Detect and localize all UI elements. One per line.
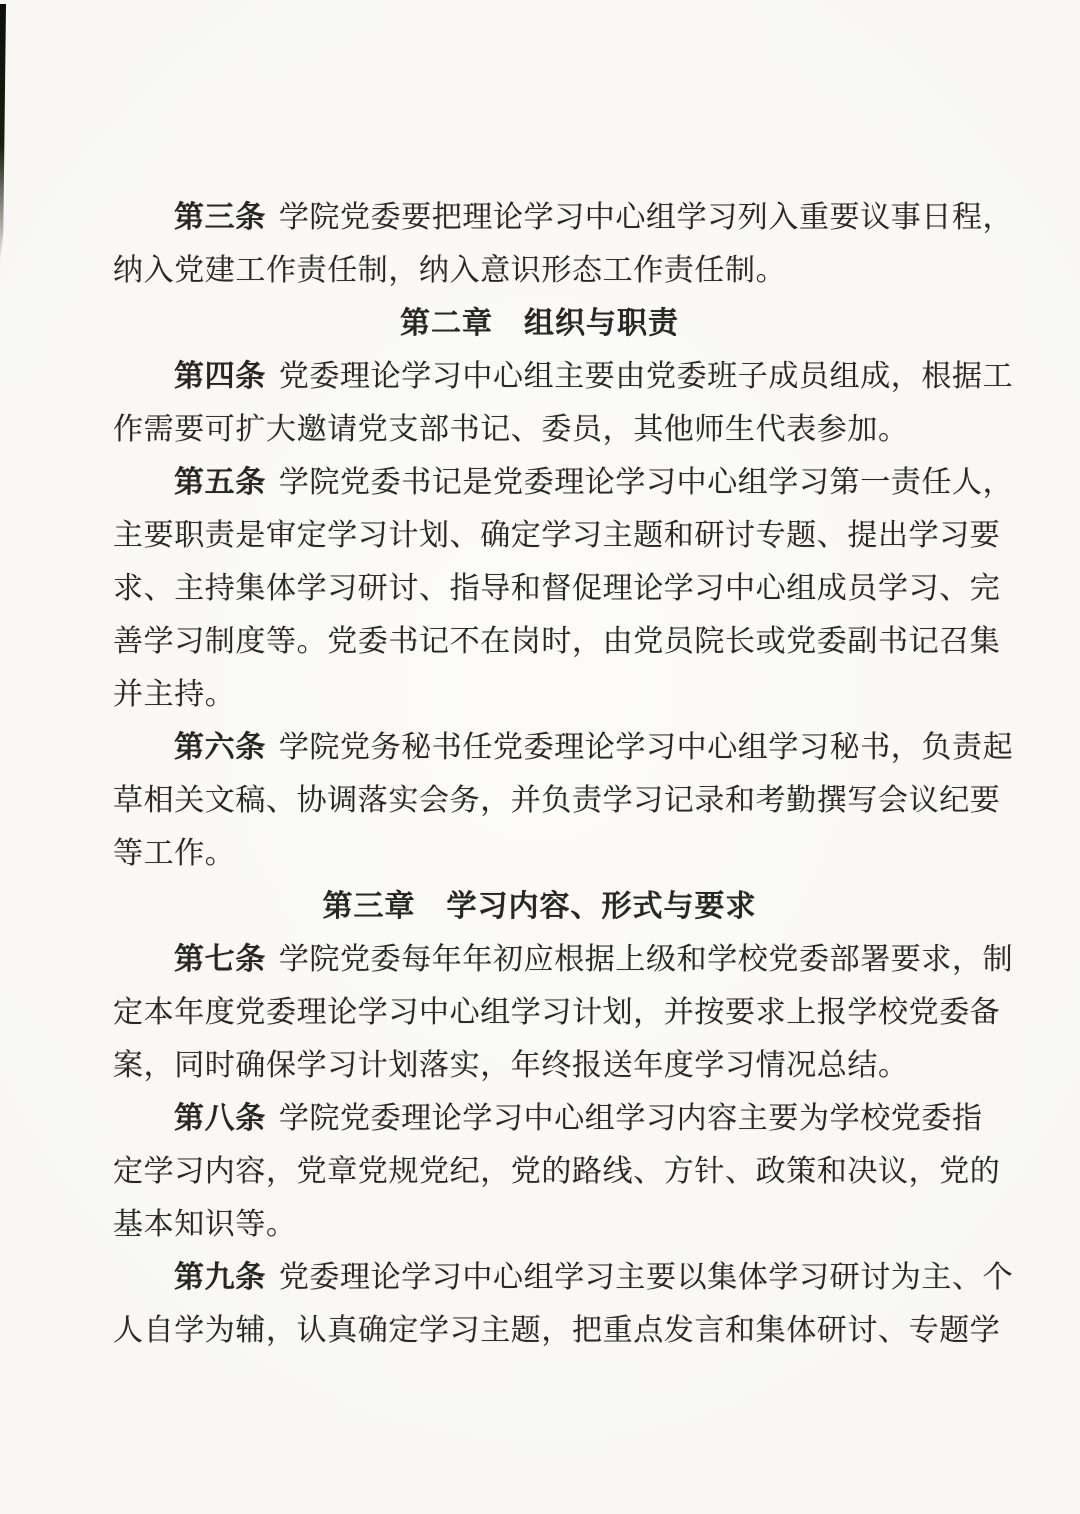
- chapter-heading: 第二章 组织与职责: [400, 307, 679, 340]
- text-line: 善学习制度等。党委书记不在岗时，由党员院长或党委副书记召集: [113, 625, 1001, 658]
- article-number: 第八条: [174, 1102, 266, 1135]
- text-line: 第七条 学院党委每年年初应根据上级和学校党委部署要求，制: [174, 943, 1014, 976]
- text-line: 主要职责是审定学习计划、确定学习主题和研讨专题、提出学习要: [113, 519, 1001, 552]
- text-line: 人自学为辅，认真确定学习主题，把重点发言和集体研讨、专题学: [113, 1314, 1001, 1347]
- text-line: 并主持。: [113, 678, 236, 711]
- text-line: 第四条 党委理论学习中心组主要由党委班子成员组成，根据工: [174, 360, 1014, 393]
- text-line: 第五条 学院党委书记是党委理论学习中心组学习第一责任人，: [174, 466, 1014, 499]
- text-line: 纳入党建工作责任制，纳入意识形态工作责任制。: [113, 254, 787, 287]
- text-line: 作需要可扩大邀请党支部书记、委员，其他师生代表参加。: [113, 413, 909, 446]
- scan-edge-artifact: [0, 4, 6, 264]
- text-line: 求、主持集体学习研讨、指导和督促理论学习中心组成员学习、完: [113, 572, 1001, 605]
- text-line: 案，同时确保学习计划落实，年终报送年度学习情况总结。: [113, 1049, 909, 1082]
- article-number: 第七条: [174, 943, 266, 976]
- article-number: 第九条: [174, 1261, 266, 1294]
- text-line: 草相关文稿、协调落实会务，并负责学习记录和考勤撰写会议纪要: [113, 784, 1001, 817]
- document-body: [113, 191, 1014, 1357]
- text-line: 等工作。: [113, 837, 236, 870]
- text-line: 定学习内容，党章党规党纪，党的路线、方针、政策和决议，党的: [113, 1155, 1001, 1188]
- article-number: 第五条: [174, 466, 266, 499]
- text-line: 第三条 学院党委要把理论学习中心组学习列入重要议事日程，: [174, 201, 1014, 234]
- text-line: 第八条 学院党委理论学习中心组学习内容主要为学校党委指: [174, 1102, 983, 1135]
- text-line: 第九条 党委理论学习中心组学习主要以集体学习研讨为主、个: [174, 1261, 1014, 1294]
- article-number: 第六条: [174, 731, 266, 764]
- text-line: 定本年度党委理论学习中心组学习计划，并按要求上报学校党委备: [113, 996, 1001, 1029]
- text-line: 基本知识等。: [113, 1208, 297, 1241]
- chapter-heading: 第三章 学习内容、形式与要求: [322, 890, 757, 923]
- article-number: 第四条: [174, 360, 266, 393]
- text-line: 第六条 学院党务秘书任党委理论学习中心组学习秘书，负责起: [174, 731, 1014, 764]
- article-number: 第三条: [174, 201, 266, 234]
